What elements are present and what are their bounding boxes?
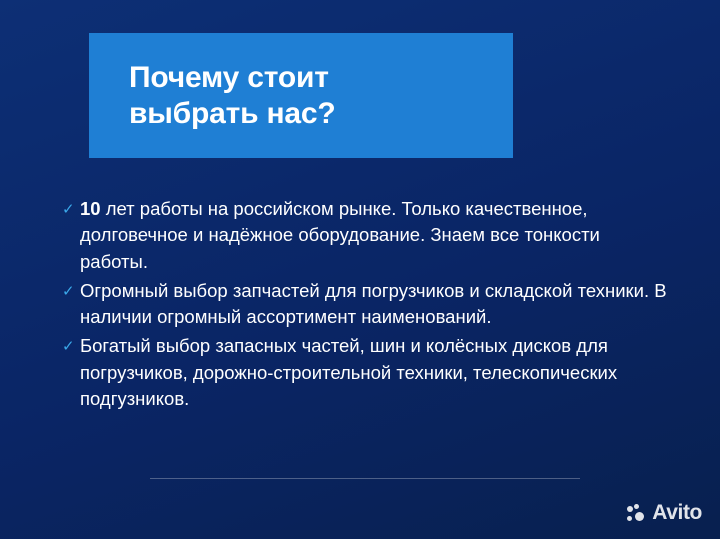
title-line-1: Почему стоит xyxy=(129,61,329,95)
bullet-text xyxy=(80,196,667,275)
list-item xyxy=(62,196,667,275)
bullet-body: Огромный выбор запчастей для погрузчиков и складской техники. В наличии огромный ассортимент наименований. xyxy=(80,279,667,328)
bullet-body: Богатый выбор запасных частей, шин и колёсных дисков для погрузчиков, дорожно-строительной техники, телескопических подгузников. xyxy=(80,335,618,409)
avito-dots-logo-icon xyxy=(627,504,646,523)
watermark-label: Avito xyxy=(652,501,702,524)
bullet-text xyxy=(80,278,667,331)
footer-divider xyxy=(150,478,580,479)
bullet-body: лет работы на российском рынке. Только качественное, долговечное и надёжное оборудование. Знаем все тонкости работы. xyxy=(80,198,600,272)
bullet-list xyxy=(62,196,667,415)
bullet-lead: 10 xyxy=(80,198,101,219)
title-line-2: выбрать нас? xyxy=(129,96,336,130)
avito-watermark xyxy=(627,501,702,525)
list-item xyxy=(62,278,667,331)
list-item xyxy=(62,333,667,412)
check-icon: ✓ xyxy=(62,282,75,300)
check-icon: ✓ xyxy=(62,201,75,218)
title-banner xyxy=(89,33,513,158)
bullet-text xyxy=(80,333,667,412)
check-icon: ✓ xyxy=(62,338,75,356)
